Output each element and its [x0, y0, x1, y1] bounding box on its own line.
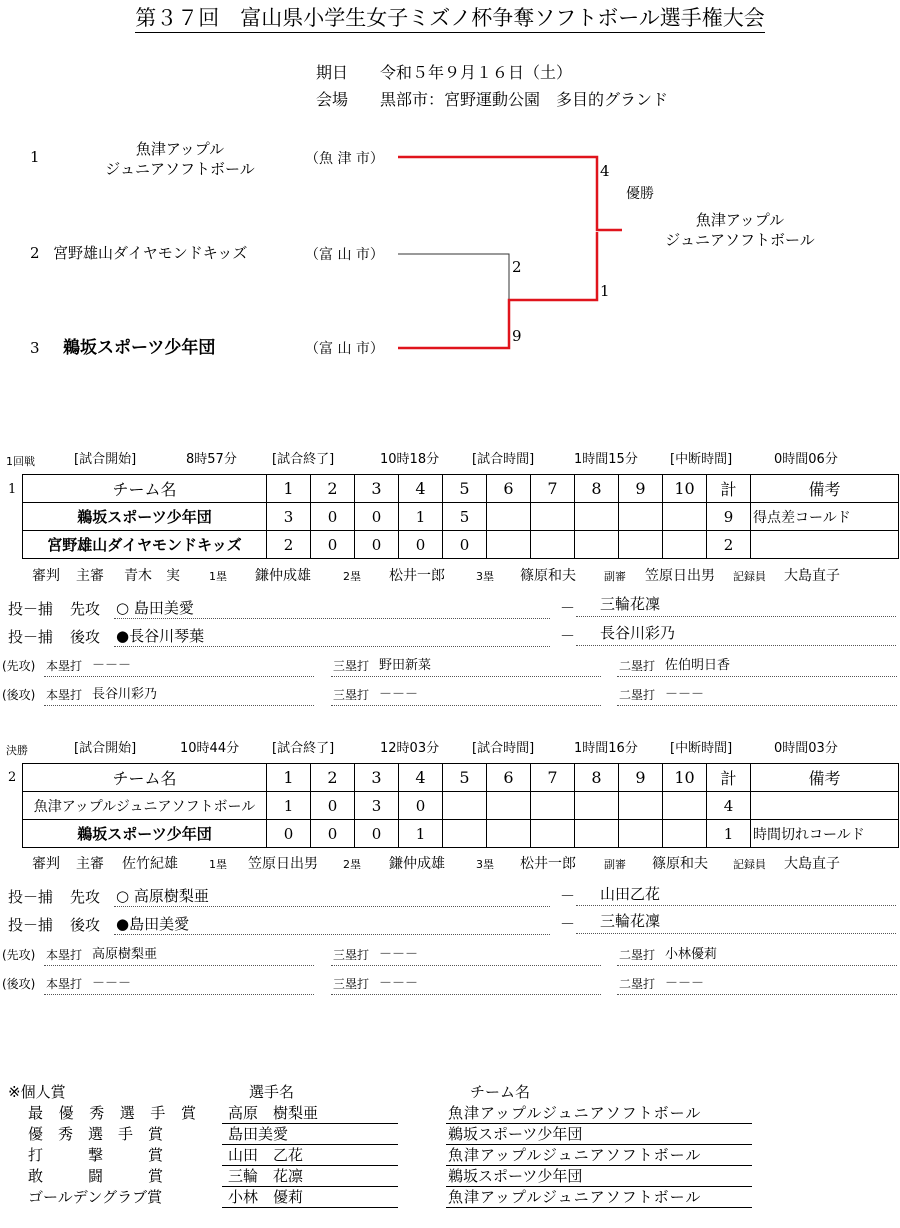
umpires-label: 審判 [32, 568, 60, 584]
inning-score: 1 [399, 820, 443, 848]
underline [617, 994, 897, 995]
inning-score: 3 [267, 503, 311, 531]
bracket-line-team1 [398, 157, 622, 230]
header-inning-3: 3 [355, 475, 399, 503]
bracket-score-semi-bottom: 9 [512, 327, 522, 345]
bracket-line-team3 [398, 232, 597, 348]
game-1-duration-label: [試合時間] [472, 452, 535, 467]
header-team: チーム名 [23, 764, 267, 792]
inning-score [443, 792, 487, 820]
battery-catcher: 三輪花凜 [600, 912, 661, 930]
underline [446, 1165, 752, 1166]
bracket-line-team2 [398, 254, 509, 300]
header-team: チーム名 [23, 475, 267, 503]
inning-score: 0 [267, 820, 311, 848]
game-1-score-table [22, 474, 899, 559]
triple-label: 三塁打 [333, 948, 370, 962]
award-name: 最 優 秀 選 手 賞 [28, 1104, 196, 1122]
chief-umpire: 佐竹紀雄 [122, 856, 178, 872]
table-row [23, 503, 899, 531]
total-score: 1 [707, 820, 751, 848]
bracket-team-1-line2: ジュニアソフトボール [105, 160, 255, 178]
game-2-break: 0時間03分 [774, 741, 838, 756]
first-base-umpire: 笠原日出男 [248, 856, 318, 872]
underline [114, 618, 550, 619]
battery-pitcher: ●島田美愛 [116, 915, 190, 933]
home-run-label: 本塁打 [46, 659, 83, 673]
inning-score [531, 531, 575, 559]
inning-score [663, 792, 707, 820]
award-name: 優 秀 選 手 賞 [28, 1125, 164, 1143]
inning-score [487, 820, 531, 848]
game-1-start: 8時57分 [186, 452, 237, 467]
inning-score: 0 [399, 531, 443, 559]
recorder-label: 記録員 [733, 570, 766, 583]
inning-score: 0 [355, 531, 399, 559]
recorder: 大島直子 [784, 856, 840, 872]
note: 得点差コールド [751, 503, 899, 531]
header-total: 計 [707, 475, 751, 503]
table-header-row [23, 475, 899, 503]
header-inning-7: 7 [531, 764, 575, 792]
triple: 野田新菜 [379, 658, 432, 673]
bracket-team-3: 鵜坂スポーツ少年団 [63, 338, 216, 358]
home-run-label: 本塁打 [46, 977, 83, 991]
battery-side: 後攻 [70, 916, 101, 934]
triple: －－－ [379, 687, 419, 702]
underline [222, 1144, 398, 1145]
inning-score [663, 503, 707, 531]
battery-catcher: 山田乙花 [600, 885, 661, 903]
double: －－－ [665, 976, 705, 991]
underline [331, 705, 601, 706]
inning-score: 0 [355, 503, 399, 531]
second-base-umpire-label: 2塁 [343, 858, 361, 871]
award-team: 鵜坂スポーツ少年団 [448, 1125, 583, 1143]
inning-score [619, 503, 663, 531]
game-2-start-label: [試合開始] [74, 741, 137, 756]
double: 小林優莉 [665, 947, 718, 962]
inning-score: 0 [355, 820, 399, 848]
header-inning-5: 5 [443, 475, 487, 503]
bracket-city-2: （富 山 市） [305, 247, 384, 263]
header-inning-1: 1 [267, 475, 311, 503]
triple-label: 三塁打 [333, 659, 370, 673]
date-label: 期日 [316, 63, 349, 82]
chief-umpire-label: 主審 [76, 856, 104, 872]
underline [617, 705, 897, 706]
bracket-city-3: （富 山 市） [305, 341, 384, 357]
award-player: 高原 樹梨亜 [228, 1104, 319, 1122]
bracket-score-final-top: 4 [600, 162, 610, 180]
game-1-end: 10時18分 [380, 452, 440, 467]
award-player: 三輪 花凛 [228, 1167, 304, 1185]
hits-side: (後攻) [2, 977, 36, 991]
home-run: 長谷川彩乃 [92, 687, 158, 702]
seed-3: 3 [30, 339, 40, 357]
home-run-label: 本塁打 [46, 688, 83, 702]
inning-score: 0 [443, 531, 487, 559]
underline [331, 994, 601, 995]
double-label: 二塁打 [619, 977, 656, 991]
first-base-umpire: 鎌仲成雄 [255, 568, 311, 584]
double-label: 二塁打 [619, 688, 656, 702]
underline [617, 676, 897, 677]
chief-umpire-label: 主審 [76, 568, 104, 584]
date-value: 令和５年９月１６日（土） [380, 63, 573, 82]
third-base-umpire: 篠原和夫 [520, 568, 576, 584]
underline [576, 616, 896, 617]
second-base-umpire: 松井一郎 [389, 568, 445, 584]
home-run-label: 本塁打 [46, 948, 83, 962]
underline [446, 1123, 752, 1124]
venue-value: 黒部市：宮野運動公園 多目的グランド [380, 90, 669, 109]
bracket-score-semi-top: 2 [512, 258, 522, 276]
header-inning-2: 2 [311, 764, 355, 792]
champion-team-line2: ジュニアソフトボール [665, 231, 815, 249]
inning-score [443, 820, 487, 848]
inning-score [575, 531, 619, 559]
award-team: 魚津アップルジュニアソフトボール [448, 1146, 702, 1164]
battery-pitcher: ○ 高原樹梨亜 [116, 887, 209, 905]
header-note: 備考 [751, 475, 899, 503]
umpires-label: 審判 [32, 856, 60, 872]
triple-label: 三塁打 [333, 977, 370, 991]
total-score: 2 [707, 531, 751, 559]
award-player: 島田美愛 [228, 1125, 289, 1143]
game-1-break: 0時間06分 [774, 452, 838, 467]
second-base-umpire: 鎌仲成雄 [389, 856, 445, 872]
header-inning-8: 8 [575, 764, 619, 792]
sub-umpire-label: 副審 [604, 858, 626, 871]
table-row [23, 792, 899, 820]
inning-score [663, 531, 707, 559]
home-run: 高原樹梨亜 [92, 947, 158, 962]
hits-side: (先攻) [2, 659, 36, 673]
underline [114, 646, 550, 647]
battery-side: 先攻 [70, 888, 101, 906]
header-inning-9: 9 [619, 475, 663, 503]
seed-1: 1 [30, 148, 40, 166]
battery-dash: － [560, 887, 576, 905]
triple: －－－ [379, 947, 419, 962]
header-inning-3: 3 [355, 764, 399, 792]
battery-pitcher: ●長谷川琴葉 [116, 627, 205, 645]
underline [44, 994, 314, 995]
underline [222, 1207, 398, 1208]
team-name: 鵜坂スポーツ少年団 [23, 820, 267, 848]
underline [331, 965, 601, 966]
second-base-umpire-label: 2塁 [343, 570, 361, 583]
note [751, 531, 899, 559]
underline [576, 933, 896, 934]
header-inning-10: 10 [663, 764, 707, 792]
champion-team-line1: 魚津アップル [695, 211, 785, 229]
double: －－－ [665, 687, 705, 702]
bracket-score-final-bottom: 1 [600, 282, 610, 300]
inning-score [531, 503, 575, 531]
inning-score [619, 792, 663, 820]
inning-score [663, 820, 707, 848]
battery-side: 後攻 [70, 628, 101, 646]
total-score: 9 [707, 503, 751, 531]
third-base-umpire-label: 3塁 [476, 570, 494, 583]
game-1-end-label: [試合終了] [272, 452, 335, 467]
sub-umpire: 笠原日出男 [645, 568, 715, 584]
total-score: 4 [707, 792, 751, 820]
header-inning-7: 7 [531, 475, 575, 503]
double: 佐伯明日香 [665, 658, 731, 673]
table-header-row [23, 764, 899, 792]
game-1-start-label: [試合開始] [74, 452, 137, 467]
awards-heading: ※個人賞 [8, 1083, 66, 1101]
double-label: 二塁打 [619, 948, 656, 962]
bracket-city-1: （魚 津 市） [305, 151, 384, 167]
note [751, 792, 899, 820]
seed-2: 2 [30, 244, 40, 262]
header-inning-9: 9 [619, 764, 663, 792]
sub-umpire: 篠原和夫 [652, 856, 708, 872]
inning-score [487, 503, 531, 531]
inning-score: 0 [311, 531, 355, 559]
note: 時間切れコールド [751, 820, 899, 848]
underline [114, 934, 550, 935]
battery-dash: － [560, 627, 576, 645]
inning-score [575, 792, 619, 820]
venue-label: 会場 [316, 90, 349, 109]
team-name: 鵜坂スポーツ少年団 [23, 503, 267, 531]
battery-side: 先攻 [70, 600, 101, 618]
game-2-duration-label: [試合時間] [472, 741, 535, 756]
third-base-umpire: 松井一郎 [520, 856, 576, 872]
underline [44, 705, 314, 706]
inning-score: 2 [267, 531, 311, 559]
game-1-duration: 1時間15分 [574, 452, 638, 467]
underline [446, 1186, 752, 1187]
team-name: 魚津アップルジュニアソフトボール [23, 792, 267, 820]
hits-side: (先攻) [2, 948, 36, 962]
inning-score: 0 [399, 792, 443, 820]
underline [331, 676, 601, 677]
hits-side: (後攻) [2, 688, 36, 702]
first-base-umpire-label: 1塁 [209, 570, 227, 583]
header-inning-1: 1 [267, 764, 311, 792]
recorder: 大島直子 [784, 568, 840, 584]
underline [446, 1207, 752, 1208]
header-inning-5: 5 [443, 764, 487, 792]
battery-dash: － [560, 915, 576, 933]
battery-pitcher: ○ 島田美愛 [116, 599, 194, 617]
game-1-number: 1 [8, 482, 17, 497]
battery-label: 投－捕 [8, 916, 54, 934]
game-2-score-table [22, 763, 899, 848]
underline [576, 905, 896, 906]
awards-player-header: 選手名 [249, 1083, 295, 1101]
battery-catcher: 長谷川彩乃 [600, 624, 676, 642]
header-inning-6: 6 [487, 764, 531, 792]
battery-catcher: 三輪花凜 [600, 595, 661, 613]
table-row [23, 531, 899, 559]
battery-dash: － [560, 599, 576, 617]
award-name: 敢 闘 賞 [28, 1167, 164, 1185]
header-inning-6: 6 [487, 475, 531, 503]
underline [222, 1165, 398, 1166]
bracket-lines [0, 0, 900, 400]
first-base-umpire-label: 1塁 [209, 858, 227, 871]
award-player: 小林 優莉 [228, 1188, 304, 1206]
game-2-break-label: [中断時間] [670, 741, 733, 756]
inning-score [487, 792, 531, 820]
bracket-team-1-line1: 魚津アップル [135, 140, 225, 158]
inning-score [487, 531, 531, 559]
underline [446, 1144, 752, 1145]
battery-label: 投－捕 [8, 628, 54, 646]
header-inning-2: 2 [311, 475, 355, 503]
triple: －－－ [379, 976, 419, 991]
inning-score: 3 [355, 792, 399, 820]
champion-label: 優勝 [626, 186, 654, 202]
game-2-number: 2 [8, 770, 17, 785]
award-player: 山田 乙花 [228, 1146, 304, 1164]
award-name: ゴールデングラブ賞 [28, 1188, 163, 1206]
double-label: 二塁打 [619, 659, 656, 673]
game-2-end: 12時03分 [380, 741, 440, 756]
inning-score: 5 [443, 503, 487, 531]
header-inning-8: 8 [575, 475, 619, 503]
inning-score [531, 792, 575, 820]
team-name: 宮野雄山ダイヤモンドキッズ [23, 531, 267, 559]
inning-score [619, 820, 663, 848]
header-total: 計 [707, 764, 751, 792]
battery-label: 投－捕 [8, 600, 54, 618]
underline [44, 676, 314, 677]
inning-score [531, 820, 575, 848]
chief-umpire: 青木 実 [124, 568, 180, 584]
header-note: 備考 [751, 764, 899, 792]
header-inning-10: 10 [663, 475, 707, 503]
champion-team [640, 210, 840, 250]
game-1-break-label: [中断時間] [670, 452, 733, 467]
battery-label: 投－捕 [8, 888, 54, 906]
page-title: 第３７回 富山県小学生女子ミズノ杯争奪ソフトボール選手権大会 [0, 8, 900, 29]
third-base-umpire-label: 3塁 [476, 858, 494, 871]
inning-score: 0 [311, 820, 355, 848]
header-inning-4: 4 [399, 475, 443, 503]
game-2-round: 決勝 [6, 744, 28, 757]
table-row [23, 820, 899, 848]
home-run: －－－ [92, 658, 132, 673]
game-1-round: 1回戦 [6, 455, 35, 468]
awards-team-header: チーム名 [470, 1083, 531, 1101]
inning-score [575, 503, 619, 531]
game-2-start: 10時44分 [180, 741, 240, 756]
sub-umpire-label: 副審 [604, 570, 626, 583]
underline [617, 965, 897, 966]
underline [222, 1123, 398, 1124]
inning-score [619, 531, 663, 559]
inning-score [575, 820, 619, 848]
underline [44, 965, 314, 966]
inning-score: 1 [267, 792, 311, 820]
award-name: 打 撃 賞 [28, 1146, 164, 1164]
award-team: 魚津アップルジュニアソフトボール [448, 1188, 702, 1206]
home-run: －－－ [92, 976, 132, 991]
triple-label: 三塁打 [333, 688, 370, 702]
recorder-label: 記録員 [733, 858, 766, 871]
game-2-duration: 1時間16分 [574, 741, 638, 756]
underline [576, 645, 896, 646]
award-team: 鵜坂スポーツ少年団 [448, 1167, 583, 1185]
inning-score: 1 [399, 503, 443, 531]
underline [222, 1186, 398, 1187]
game-2-end-label: [試合終了] [272, 741, 335, 756]
inning-score: 0 [311, 503, 355, 531]
award-team: 魚津アップルジュニアソフトボール [448, 1104, 702, 1122]
bracket-team-2: 宮野雄山ダイヤモンドキッズ [53, 244, 248, 262]
underline [114, 906, 550, 907]
inning-score: 0 [311, 792, 355, 820]
header-inning-4: 4 [399, 764, 443, 792]
